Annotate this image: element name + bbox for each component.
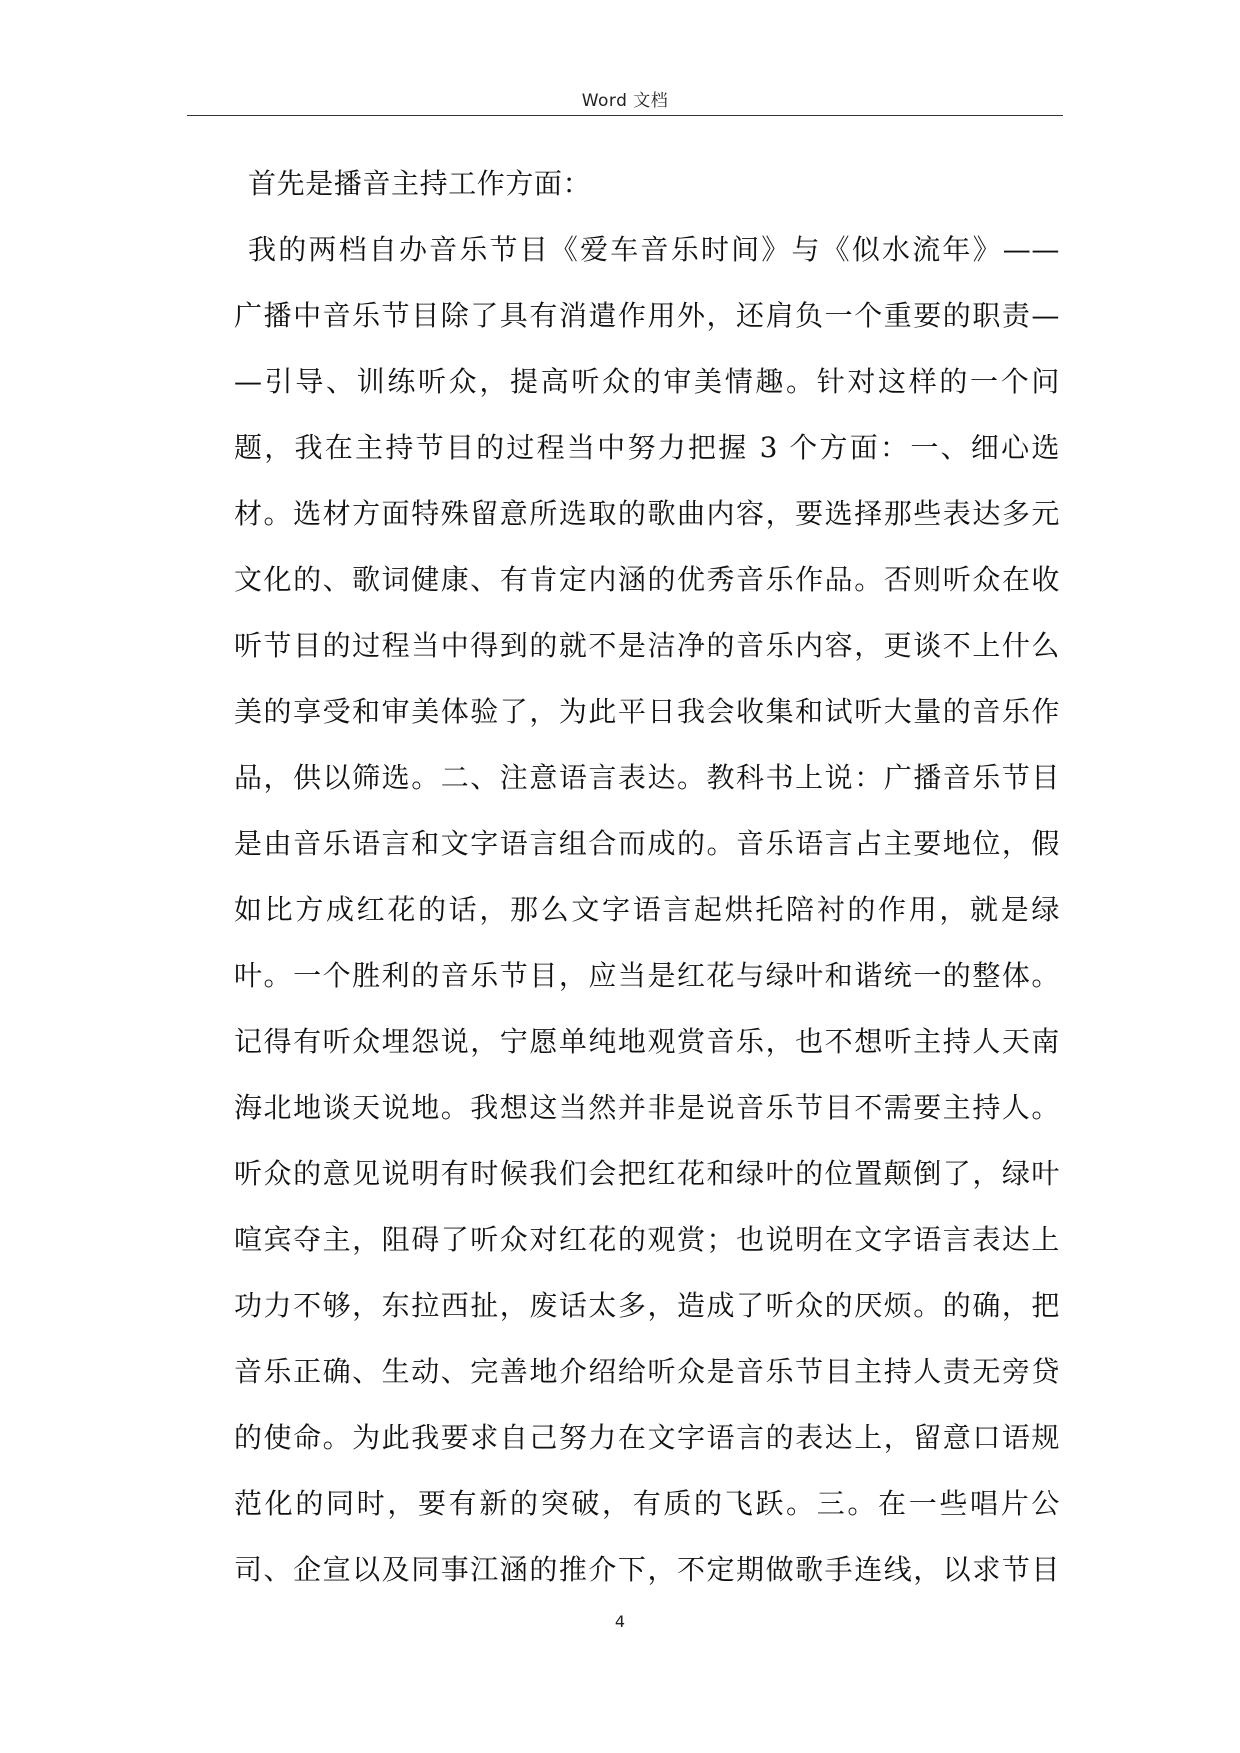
page-header: Word 文档 — [581, 91, 669, 111]
header-divider — [187, 115, 1063, 116]
paragraph-line: 范化的同时，要有新的突破，有质的飞跃。三。在一些唱片公 — [234, 1487, 1060, 1520]
paragraph-line: 听节目的过程当中得到的就不是洁净的音乐内容，更谈不上什么 — [234, 629, 1060, 662]
paragraph-line: 题，我在主持节目的过程当中努力把握 3 个方面：一、细心选 — [234, 431, 1060, 464]
paragraph-line: 品，供以筛选。二、注意语言表达。教科书上说：广播音乐节目 — [234, 761, 1060, 794]
paragraph-line: 功力不够，东拉西扯，废话太多，造成了听众的厌烦。的确，把 — [234, 1289, 1060, 1322]
paragraph-line: 是由音乐语言和文字语言组合而成的。音乐语言占主要地位，假 — [234, 827, 1060, 860]
paragraph-line: 记得有听众埋怨说，宁愿单纯地观赏音乐，也不想听主持人天南 — [234, 1025, 1060, 1058]
paragraph-line: 文化的、歌词健康、有肯定内涵的优秀音乐作品。否则听众在收 — [234, 563, 1060, 596]
paragraph-line: 听众的意见说明有时候我们会把红花和绿叶的位置颠倒了，绿叶 — [234, 1157, 1060, 1190]
paragraph-line: —引导、训练听众，提高听众的审美情趣。针对这样的一个问 — [234, 365, 1060, 398]
paragraph-line: 司、企宣以及同事江涵的推介下，不定期做歌手连线，以求节目 — [234, 1553, 1060, 1586]
paragraph-line: 喧宾夺主，阻碍了听众对红花的观赏；也说明在文字语言表达上 — [234, 1223, 1060, 1256]
body-text — [234, 158, 1060, 1610]
paragraph-line: 音乐正确、生动、完善地介绍给听众是音乐节目主持人责无旁贷 — [234, 1355, 1060, 1388]
paragraph-line: 广播中音乐节目除了具有消遣作用外，还肩负一个重要的职责— — [234, 299, 1060, 332]
paragraph-line: 的使命。为此我要求自己努力在文字语言的表达上，留意口语规 — [234, 1421, 1060, 1454]
paragraph-line: 叶。一个胜利的音乐节目，应当是红花与绿叶和谐统一的整体。 — [234, 959, 1060, 992]
page-number: 4 — [614, 1612, 626, 1631]
paragraph-line: 材。选材方面特殊留意所选取的歌曲内容，要选择那些表达多元 — [234, 497, 1060, 530]
paragraph-line: 美的享受和审美体验了，为此平日我会收集和试听大量的音乐作 — [234, 695, 1060, 728]
paragraph-line: 首先是播音主持工作方面： — [248, 167, 592, 200]
paragraph-line: 海北地谈天说地。我想这当然并非是说音乐节目不需要主持人。 — [234, 1091, 1060, 1124]
paragraph-line: 如比方成红花的话，那么文字语言起烘托陪衬的作用，就是绿 — [234, 893, 1060, 926]
paragraph-line: 我的两档自办音乐节目《爱车音乐时间》与《似水流年》—— — [248, 233, 1060, 266]
